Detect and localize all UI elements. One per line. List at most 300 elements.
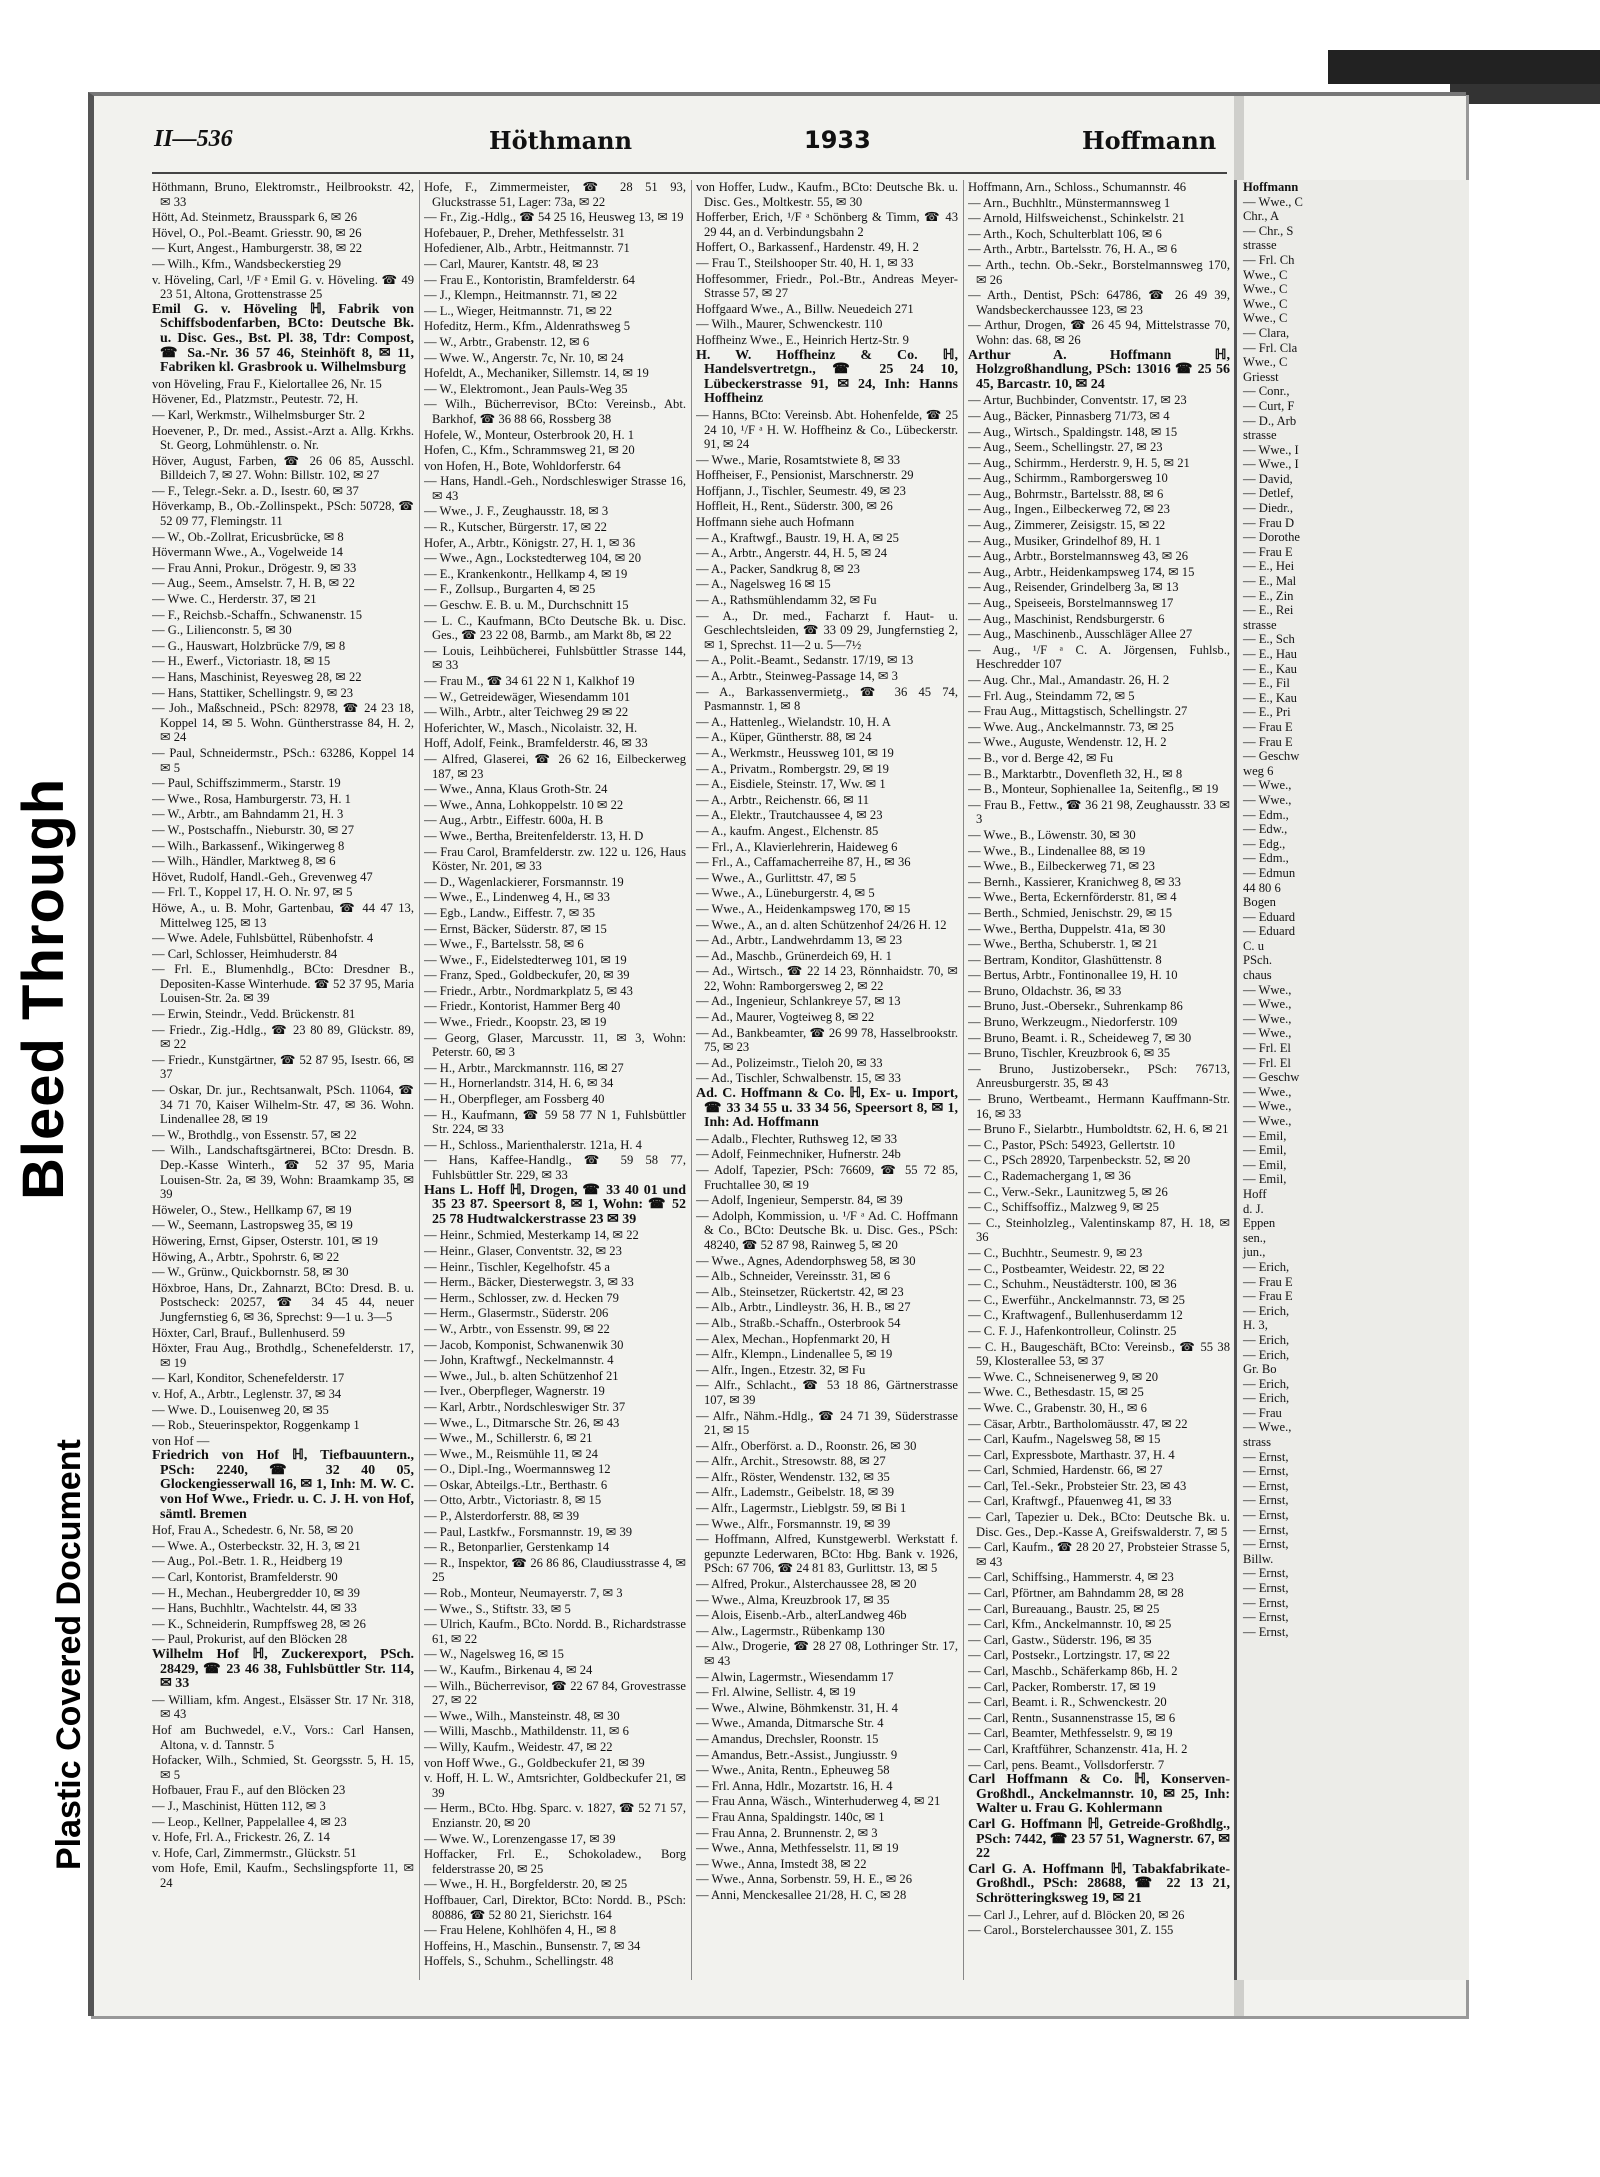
directory-entry: — William, kfm. Angest., Elsässer Str. 17 Nr. 318, ✉ 43 [152, 1692, 414, 1722]
directory-entry: — A., Arbtr., Reichenstr. 66, ✉ 11 [696, 792, 870, 807]
directory-entry: — Aug., Seem., Schellingstr. 27, ✉ 23 [968, 440, 1163, 455]
directory-entry: — Bruno, Oldachstr. 36, ✉ 33 [968, 983, 1122, 998]
directory-entry: — Carl J., Lehrer, auf d. Blöcken 20, ✉ 26 [968, 1907, 1185, 1922]
directory-entry: — C., Kraftwagenf., Bullenhuserdamm 12 [968, 1308, 1183, 1323]
adjacent-page-line: C. u [1243, 938, 1264, 953]
directory-entry: — Oskar, Dr. jur., Rechtsanwalt, PSch. 11064, ☎ 34 71 70, Kaiser Wilhelm-Str. 47, ✉ 36. Wohn. Lindenallee 28, ✉ 19 [152, 1083, 414, 1127]
directory-entry: — Bruno, Just.-Obersekr., Suhrenkamp 86 [968, 999, 1183, 1014]
directory-entry: — Wwe., F., Bartelsstr. 58, ✉ 6 [424, 937, 584, 952]
directory-entry: — Ad., Arbtr., Landwehrdamm 13, ✉ 23 [696, 933, 903, 948]
directory-entry: — C., Schuhm., Neustädterstr. 100, ✉ 36 [968, 1277, 1177, 1292]
adjacent-page-line: — Frl. El [1243, 1055, 1291, 1070]
directory-entry: — Aug., Reisender, Grindelberg 3a, ✉ 13 [968, 580, 1179, 595]
directory-entry: — Wilh., Bücherrevisor, ☎ 22 67 84, Grovestrasse 27, ✉ 22 [424, 1678, 686, 1708]
directory-entry: — Wwe., Agn., Lockstedterweg 104, ✉ 20 [424, 551, 642, 566]
directory-entry: — Erwin, Steindr., Vedd. Brückenstr. 81 [152, 1007, 356, 1022]
adjacent-page-line: — E., Pri [1243, 705, 1291, 720]
directory-page [88, 92, 1466, 2016]
adjacent-page-line: Wwe., C [1243, 267, 1288, 282]
directory-entry: — Wwe., A., Heidenkampsweg 170, ✉ 15 [696, 901, 911, 916]
directory-entry: — Wwe. C., Schneisenerweg 9, ✉ 20 [968, 1369, 1159, 1384]
directory-entry: — C., Steinholzleg., Valentinskamp 87, H. 18, ✉ 36 [968, 1215, 1230, 1245]
directory-entry: — Paul, Lastkfw., Forsmannstr. 19, ✉ 39 [424, 1524, 633, 1539]
adjacent-page-line: — Frau E [1243, 734, 1293, 749]
directory-entry: — Bruno, Tischler, Kreuzbrook 6, ✉ 35 [968, 1046, 1171, 1061]
directory-entry: — Artur, Buchbinder, Conventstr. 17, ✉ 23 [968, 393, 1187, 408]
directory-entry: von Hofen, H., Bote, Wohldorferstr. 64 [424, 458, 621, 473]
directory-entry: — Ad., Tischler, Schwalbenstr. 15, ✉ 33 [696, 1071, 901, 1086]
directory-entry: von Hoff Wwe., G., Goldbeckufer 21, ✉ 39 [424, 1755, 645, 1770]
directory-entry: — Bernh., Kassierer, Kranichweg 8, ✉ 33 [968, 874, 1181, 889]
directory-entry: Hövener, Ed., Platzmstr., Peutestr. 72, H. [152, 392, 359, 407]
directory-entry: Hoffjann, J., Tischler, Seumestr. 49, ✉ 23 [696, 483, 906, 498]
directory-entry: Hoevener, P., Dr. med., Assist.-Arzt a. Allg. Krkhs. St. Georg, Lohmühlenstr. o. Nr. [152, 423, 414, 453]
directory-entry: — Wilh., Arbtr., alter Teichweg 29 ✉ 22 [424, 705, 629, 720]
directory-entry: von Hoffer, Ludw., Kaufm., BCto: Deutsche Bk. u. Disc. Ges., Moltkestr. 55, ✉ 30 [696, 180, 958, 209]
directory-entry: — Wwe., Alma, Kreuzbrook 17, ✉ 35 [696, 1592, 890, 1607]
directory-entry: Hoffels, S., Schuhm., Schellingstr. 48 [424, 1954, 614, 1969]
directory-entry: — Hans, Maschinist, Reyesweg 28, ✉ 22 [152, 670, 362, 684]
directory-entry: Hoffheiser, F., Pensionist, Marschnerstr. 29 [696, 468, 914, 483]
directory-entry: — Wilh., Maurer, Schwenckestr. 110 [696, 317, 883, 332]
directory-entry: — Wwe., Anita, Rentn., Epheuweg 58 [696, 1763, 890, 1778]
directory-entry: Hoffleit, H., Rent., Süderstr. 300, ✉ 26 [696, 499, 893, 514]
directory-entry: — Frau E., Kontoristin, Bramfelderstr. 64 [424, 272, 635, 287]
adjacent-page-line: — Frau E [1243, 719, 1293, 734]
directory-entry: — Carl, Beamt. i. R., Schwenckestr. 20 [968, 1695, 1167, 1710]
directory-entry: — Arn., Buchhltr., Münstermannsweg 1 [968, 195, 1171, 210]
directory-entry: — Arth., Koch, Schulterblatt 106, ✉ 6 [968, 226, 1162, 241]
directory-entry: Hofe, F., Zimmermeister, ☎ 28 51 93, Gluckstrasse 51, Lager: 73a, ✉ 22 [424, 180, 686, 209]
directory-entry: — Alw., Drogerie, ☎ 28 27 08, Lothringer Str. 17, ✉ 43 [696, 1639, 958, 1668]
directory-entry: — Cäsar, Arbtr., Bartholomäusstr. 47, ✉ 22 [968, 1416, 1188, 1431]
directory-entry: — Alfr., Klempn., Lindenallee 5, ✉ 19 [696, 1347, 893, 1362]
directory-entry: — Herm., Bäcker, Diesterwegstr. 3, ✉ 33 [424, 1275, 634, 1290]
directory-entry: — Frau Anna, 2. Brunnenstr. 2, ✉ 3 [696, 1825, 878, 1840]
directory-entry: — A., Packer, Sandkrug 8, ✉ 23 [696, 561, 860, 576]
directory-entry: — Ad., Polizeimstr., Tieloh 20, ✉ 33 [696, 1055, 883, 1070]
directory-entry: — Wwe., Friedr., Koopstr. 23, ✉ 19 [424, 1015, 607, 1030]
directory-entry: — F., Zollsup., Burgarten 4, ✉ 25 [424, 582, 596, 597]
column-divider [963, 180, 964, 1980]
directory-entry: — Wwe. A., Osterbeckstr. 32, H. 3, ✉ 21 [152, 1538, 361, 1553]
directory-entry: — C., Ewerführ., Anckelmannstr. 73, ✉ 25 [968, 1292, 1185, 1307]
adjacent-page-line: PSch. [1243, 953, 1273, 968]
directory-entry: — Bertram, Konditor, Glashüttenstr. 8 [968, 952, 1162, 967]
directory-entry: — Anni, Menckesallee 21/28, H. C, ✉ 28 [696, 1887, 907, 1902]
directory-entry: — K., Schneiderin, Rumpffsweg 28, ✉ 26 [152, 1616, 366, 1631]
directory-entry: — A., Dr. med., Facharzt f. Haut- u. Geschlechtsleiden, ☎ 33 09 29, Jungfernstieg 2, ✉ 1, Sprechst. 11—2 u. 5—7½ [696, 608, 958, 652]
directory-entry: — Wwe., B., Lindenallee 88, ✉ 19 [968, 843, 1146, 858]
directory-entry: — F., Telegr.-Sekr. a. D., Isestr. 60, ✉ 37 [152, 483, 359, 498]
header-year: 1933 [804, 126, 871, 154]
adjacent-page-line: — Edm., [1243, 851, 1289, 866]
page-number: II—536 [154, 126, 233, 152]
directory-entry: — Willy, Kaufm., Weidestr. 47, ✉ 22 [424, 1739, 613, 1754]
directory-entry: — R., Inspektor, ☎ 26 86 86, Claudiusstrasse 4, ✉ 25 [424, 1555, 686, 1585]
directory-entry: — W., Ob.-Zollrat, Ericusbrücke, ✉ 8 [152, 529, 344, 544]
directory-entry: — Alfred, Prokur., Alsterchaussee 28, ✉ 20 [696, 1577, 917, 1592]
adjacent-page-line: Hoff [1243, 1186, 1267, 1201]
directory-entry: — Frl. T., Koppel 17, H. O. Nr. 97, ✉ 5 [152, 885, 353, 900]
directory-entry: Hoffgaard Wwe., A., Billw. Neuedeich 271 [696, 301, 914, 316]
directory-entry: Hövermann Wwe., A., Vogelweide 14 [152, 545, 343, 560]
adjacent-page-line: weg 6 [1243, 763, 1274, 778]
directory-entry: — Frl. Alwine, Sellistr. 4, ✉ 19 [696, 1685, 856, 1700]
directory-entry: Hofele, W., Monteur, Osterbrook 20, H. 1 [424, 427, 635, 442]
directory-entry: — Ad., Ingenieur, Schlankreye 57, ✉ 13 [696, 994, 901, 1009]
directory-entry: — Aug., ¹/F ᵃ C. A. Jörgensen, Fuhlsb., Heschredder 107 [968, 642, 1230, 672]
directory-entry: — Leop., Kellner, Pappelallee 4, ✉ 23 [152, 1814, 347, 1829]
adjacent-page-line: — Diedr., [1243, 501, 1294, 516]
directory-entry: — Frau Anni, Prokur., Drögestr. 9, ✉ 33 [152, 560, 357, 575]
directory-entry: — Wwe., Berta, Eckernförderstr. 81, ✉ 4 [968, 890, 1177, 905]
directory-entry: — W., Kaufm., Birkenau 4, ✉ 24 [424, 1663, 593, 1677]
directory-entry: v. Hofe, Frl. A., Frickestr. 26, Z. 14 [152, 1830, 330, 1845]
adjacent-page-line: Griesst [1243, 369, 1279, 384]
directory-entry: — Aug., Bäcker, Pinnasberg 71/73, ✉ 4 [968, 408, 1170, 423]
directory-entry: — Wwe. Adele, Fuhlsbüttel, Rübenhofstr. 4 [152, 931, 374, 946]
directory-entry: — Alfr., Schlacht., ☎ 53 18 86, Gärtnerstrasse 107, ✉ 39 [696, 1378, 958, 1407]
directory-entry: — Aug., Musiker, Grindelhof 89, H. 1 [968, 533, 1161, 548]
directory-entry: — Wwe., Alfr., Forsmannstr. 19, ✉ 39 [696, 1516, 891, 1531]
directory-entry: — Aug., Maschinist, Rendsburgerstr. 6 [968, 611, 1165, 626]
directory-entry: — Berth., Schmied, Jenischstr. 29, ✉ 15 [968, 905, 1172, 920]
directory-entry: — A., Polit.-Beamt., Sedanstr. 17/19, ✉ 13 [696, 653, 914, 668]
directory-entry: — A., Nagelsweg 16 ✉ 15 [696, 577, 831, 592]
adjacent-page-line: Wwe., C [1243, 355, 1288, 370]
directory-entry: — C., Schiffsoffiz., Malzweg 9, ✉ 25 [968, 1200, 1159, 1215]
directory-entry: — Adolph, Kommission, u. ¹/F ᵃ Ad. C. Hoffmann & Co., BCto: Deutsche Bk. u. Disc. Ges., PSch: 48240, ☎ 52 87 98, Rainweg 5, ✉ 20 [696, 1208, 958, 1252]
adjacent-page-line: — Geschw [1243, 749, 1300, 764]
directory-entry: — Alois, Eisenb.-Arb., alterLandweg 46b [696, 1608, 907, 1623]
directory-entry: — C., Verw.-Sekr., Launitzweg 5, ✉ 26 [968, 1184, 1168, 1199]
directory-entry: Hofer, A., Arbtr., Königstr. 27, H. 1, ✉ 36 [424, 535, 636, 550]
adjacent-page-line: — Wwe., C [1243, 194, 1303, 209]
adjacent-page-line: — Erich, [1243, 1332, 1290, 1347]
directory-entry: Höweler, O., Stew., Hellkamp 67, ✉ 19 [152, 1202, 352, 1217]
directory-entry: Hoffeins, H., Maschin., Bunsenstr. 7, ✉ 34 [424, 1938, 641, 1953]
directory-entry: Hoferichter, W., Masch., Nicolaistr. 32, H. [424, 720, 638, 735]
adjacent-page-line: — E., Kau [1243, 690, 1297, 705]
directory-entry: — H., Mechan., Heubergredder 10, ✉ 39 [152, 1585, 360, 1600]
directory-entry: — Wwe., Agnes, Adendorphsweg 58, ✉ 30 [696, 1253, 916, 1268]
adjacent-page-line: 44 80 6 [1243, 880, 1281, 895]
directory-entry: — Wilh., Händler, Marktweg 8, ✉ 6 [152, 854, 336, 869]
directory-entry: — Karl, Werkmstr., Wilhelmsburger Str. 2 [152, 407, 365, 422]
directory-entry: — C., Buchhtr., Seumestr. 9, ✉ 23 [968, 1245, 1143, 1260]
directory-entry: — Jacob, Komponist, Schwanenwik 30 [424, 1337, 624, 1352]
adjacent-page-line: — Wwe., [1243, 792, 1292, 807]
directory-entry: — Carl, Kontorist, Bramfelderstr. 90 [152, 1570, 338, 1585]
directory-entry: — Heinr., Schmied, Mesterkamp 14, ✉ 22 [424, 1228, 639, 1243]
directory-entry: Höxter, Frau Aug., Brothdlg., Schenefelderstr. 17, ✉ 19 [152, 1341, 414, 1370]
adjacent-page-line: — Detlef, [1243, 486, 1294, 501]
directory-entry: — Carl, Kraftführer, Schanzenstr. 41a, H. 2 [968, 1741, 1188, 1756]
adjacent-page-line: — E., Mal [1243, 574, 1297, 589]
directory-entry: — Wwe., Anna, Sorbenstr. 59, H. E., ✉ 26 [696, 1872, 912, 1887]
directory-entry: — Carl, Rentn., Susannenstrasse 15, ✉ 6 [968, 1710, 1176, 1725]
directory-entry: — Paul, Schneidermstr., PSch.: 63286, Koppel 14 ✉ 5 [152, 745, 414, 775]
adjacent-page-line: Billw. [1243, 1551, 1274, 1566]
directory-entry: — Wilh., Bücherrevisor, BCto: Vereinsb., Abt. Barkhof, ☎ 36 88 66, Rossberg 38 [424, 397, 686, 426]
directory-entry: — Rob., Steuerinspektor, Roggenkamp 1 [152, 1418, 360, 1433]
directory-entry: — W., Postschaffn., Nieburstr. 30, ✉ 27 [152, 822, 355, 837]
directory-entry: — W., Grünw., Quickbornstr. 58, ✉ 30 [152, 1265, 349, 1280]
adjacent-page-line: — Dorothe [1243, 530, 1301, 545]
adjacent-page-line: Hoffmann [1243, 180, 1299, 194]
adjacent-page-line: — D., Arb [1243, 413, 1297, 428]
directory-entry: — Heinr., Glaser, Conventstr. 32, ✉ 23 [424, 1243, 622, 1258]
directory-entry: — Frau Anna, Wäsch., Winterhuderweg 4, ✉ 21 [696, 1794, 941, 1809]
directory-entry: — Ad., Maurer, Vogteiweg 8, ✉ 22 [696, 1010, 875, 1025]
directory-entry: — Carl, pens. Beamt., Vollsdorferstr. 7 [968, 1757, 1165, 1772]
column-4 [968, 180, 1230, 1980]
adjacent-page-line: — Frau E [1243, 1274, 1293, 1289]
directory-entry: — Wwe., Anna, Klaus Groth-Str. 24 [424, 782, 608, 797]
adjacent-page-line: — Edmun [1243, 865, 1296, 880]
column-divider [691, 180, 692, 1980]
directory-entry: — Amandus, Betr.-Assist., Jungiusstr. 9 [696, 1747, 898, 1762]
adjacent-page-line: — Frau [1243, 1405, 1282, 1420]
directory-entry: — B., Monteur, Sophienallee 1a, Seitenflg., ✉ 19 [968, 782, 1219, 797]
directory-entry: — Aug., Arbtr., Borstelmannsweg 43, ✉ 26 [968, 549, 1189, 564]
adjacent-page-line: — Wwe., [1243, 778, 1292, 793]
scan-edge-bar-lower [1450, 84, 1600, 104]
directory-entry: — Frl. Anna, Hdlr., Mozartstr. 16, H. 4 [696, 1778, 893, 1793]
header-last-entry: Hoffmann [1082, 126, 1217, 155]
directory-entry: — Wwe., Anna, Lohkoppelstr. 10 ✉ 22 [424, 797, 624, 812]
directory-entry: v. Hofe, Carl, Zimmermstr., Glückstr. 51 [152, 1845, 357, 1860]
directory-entry: — Oskar, Abteilgs.-Ltr., Berthastr. 6 [424, 1477, 608, 1492]
directory-entry: — Alw., Lagermstr., Rübenkamp 130 [696, 1623, 885, 1638]
adjacent-page-line: — Wwe., [1243, 1026, 1292, 1041]
directory-entry: — Wwe., S., Stiftstr. 33, ✉ 5 [424, 1601, 571, 1616]
adjacent-page-line: — Frl. Ch [1243, 252, 1295, 267]
directory-entry: Hans L. Hoff ℍ, Drogen, ☎ 33 40 01 und 35 23 87. Speersort 8, ✉ 1, Wohn: ☎ 52 25 78 Hudtwalckerstrasse 23 ✉ 39 [424, 1182, 686, 1227]
directory-entry: — C., PSch 28920, Tarpenbeckstr. 52, ✉ 20 [968, 1153, 1191, 1168]
directory-entry: — Carl, Schmied, Hardenstr. 66, ✉ 27 [968, 1463, 1163, 1478]
directory-entry: Höverkamp, B., Ob.-Zollinspekt., PSch: 50728, ☎ 52 09 77, Flemingstr. 11 [152, 499, 414, 529]
directory-entry: — Wwe., A., Lüneburgerstr. 4, ✉ 5 [696, 886, 875, 901]
adjacent-page-line: strasse [1243, 617, 1277, 632]
adjacent-page-line: — Ernst, [1243, 1493, 1289, 1508]
directory-entry: — Wwe., Amanda, Ditmarsche Str. 4 [696, 1716, 884, 1731]
adjacent-page-line: — E., Zin [1243, 588, 1294, 603]
directory-entry: Hoffert, O., Barkassenf., Hardenstr. 49, H. 2 [696, 240, 919, 255]
directory-entry: — F., Reichsb.-Schaffn., Schwanenstr. 15 [152, 607, 363, 622]
directory-entry: — H., Arbtr., Marckmannstr. 116, ✉ 27 [424, 1060, 624, 1075]
directory-entry: — C., Postbeamter, Weidestr. 22, ✉ 22 [968, 1261, 1165, 1276]
directory-entry: Hofediener, Alb., Arbtr., Heitmannstr. 71 [424, 241, 630, 256]
adjacent-page-line: — Emil, [1243, 1128, 1287, 1143]
adjacent-page-line: — Wwe., [1243, 1011, 1292, 1026]
scan-edge-bar [1328, 50, 1600, 84]
directory-entry: — Ad., Bankbeamter, ☎ 26 99 78, Hasselbrookstr. 75, ✉ 23 [696, 1025, 958, 1055]
adjacent-page-line: — Emil, [1243, 1143, 1287, 1158]
adjacent-page-line: Wwe., C [1243, 296, 1288, 311]
directory-entry: Hövet, Rudolf, Handl.-Geh., Grevenweg 47 [152, 869, 373, 884]
directory-entry: Hött, Ad. Steinmetz, Brausspark 6, ✉ 26 [152, 210, 358, 225]
directory-entry: Hofebauer, P., Dreher, Methfesselstr. 31 [424, 225, 625, 240]
directory-entry: — Frau Carol, Bramfelderstr. zw. 122 u. 126, Haus Köster, Nr. 201, ✉ 33 [424, 844, 686, 874]
scan-sidebar [0, 777, 90, 1870]
directory-entry: — Wilh., Barkassenf., Wikingerweg 8 [152, 838, 345, 853]
directory-entry: — H., Ewerf., Victoriastr. 18, ✉ 15 [152, 654, 331, 669]
directory-entry: — Willi, Maschb., Mathildenstr. 11, ✉ 6 [424, 1724, 629, 1739]
directory-entry: Carl Hoffmann & Co. ℍ, Konserven-Großhdl., Anckelmannstr. 10, ✉ 25, Inh: Walter u. Frau G. Kohlermann [968, 1772, 1230, 1817]
directory-entry: — Wwe., Alwine, Böhmkenstr. 31, H. 4 [696, 1700, 898, 1715]
directory-entry: — Wwe., M., Reismühle 11, ✉ 24 [424, 1446, 598, 1461]
directory-entry: — Wwe., A., Gurlittstr. 47, ✉ 5 [696, 870, 857, 885]
directory-entry: — Wwe. D., Louisenweg 20, ✉ 35 [152, 1402, 329, 1417]
adjacent-page-line: — E., Kau [1243, 661, 1297, 676]
directory-entry: — Frau T., Steilshooper Str. 40, H. 1, ✉ 33 [696, 255, 914, 270]
directory-entry: — Wwe., M., Schillerstr. 6, ✉ 21 [424, 1431, 593, 1446]
directory-entry: — Alfred, Glaserei, ☎ 26 62 16, Eilbeckerweg 187, ✉ 23 [424, 751, 686, 781]
directory-entry: — Alfr., Lagermstr., Lieblgstr. 59, ✉ Bi 1 [696, 1501, 907, 1516]
adjacent-page-line: — Wwe., [1243, 982, 1292, 997]
directory-entry: — Carl, Kraftwgf., Pfauenweg 41, ✉ 33 [968, 1494, 1172, 1509]
bleed-through-label: Bleed Through [11, 777, 76, 1200]
directory-entry: — Aug., Ingen., Eilbeckerweg 72, ✉ 23 [968, 502, 1170, 517]
directory-entry: Höwe, A., u. B. Mohr, Gartenbau, ☎ 44 47 13, Mittelweg 125, ✉ 13 [152, 900, 414, 930]
directory-entry: — Adalb., Flechter, Ruthsweg 12, ✉ 33 [696, 1131, 898, 1146]
directory-entry: — Carl, Expressbote, Marthastr. 37, H. 4 [968, 1447, 1175, 1462]
directory-entry: — A., Elektr., Trautchaussee 4, ✉ 23 [696, 808, 883, 823]
adjacent-page-line: — Ernst, [1243, 1464, 1289, 1479]
directory-entry: Höwing, A., Arbtr., Spohrstr. 6, ✉ 22 [152, 1249, 340, 1264]
directory-entry: — Bruno F., Sielarbtr., Humboldtstr. 62, H. 6, ✉ 21 [968, 1122, 1229, 1137]
directory-entry: Arthur A. Hoffmann ℍ, Holzgroßhandlung, PSch: 13016 ☎ 25 56 45, Barcastr. 10, ✉ 24 [968, 347, 1230, 392]
directory-entry: — Carl, Gastw., Süderstr. 196, ✉ 35 [968, 1632, 1152, 1647]
adjacent-page-line: Wwe., C [1243, 282, 1288, 297]
directory-entry: — W., Arbtr., von Essenstr. 99, ✉ 22 [424, 1321, 610, 1336]
adjacent-page-line: — Eduard [1243, 924, 1296, 939]
directory-entry: — Alb., Steinsetzer, Rückertstr. 42, ✉ 23 [696, 1284, 904, 1299]
directory-entry: — Hans, Stattiker, Schellingstr. 9, ✉ 23 [152, 685, 354, 700]
directory-entry: — Carl, Kaufm., Nagelsweg 58, ✉ 15 [968, 1432, 1161, 1447]
directory-entry: — Aug., Maschinenb., Ausschläger Allee 27 [968, 627, 1193, 642]
adjacent-page-line: — Wwe., I [1243, 442, 1299, 457]
adjacent-page-line: — Edw., [1243, 822, 1288, 837]
adjacent-page-line: — E., Sch [1243, 632, 1295, 647]
directory-entry: — Bruno, Beamt. i. R., Scheideweg 7, ✉ 30 [968, 1030, 1192, 1045]
directory-entry: — Alwin, Lagermstr., Wiesendamm 17 [696, 1669, 894, 1684]
column-2 [424, 180, 686, 1980]
directory-entry: Hoffheinz Wwe., E., Heinrich Hertz-Str. 9 [696, 332, 909, 347]
directory-entry: — W., Arbtr., Grabenstr. 12, ✉ 6 [424, 334, 590, 349]
directory-entry: — Adolf, Feinmechniker, Hufnerstr. 24b [696, 1147, 901, 1162]
directory-entry: — Wwe., Anna, Methfesselstr. 11, ✉ 19 [696, 1841, 899, 1856]
directory-entry: — C. H., Baugeschäft, BCto: Vereinsb., ☎ 55 38 59, Klosterallee 53, ✉ 37 [968, 1339, 1230, 1369]
directory-entry: — Hoffmann, Alfred, Kunstgewerbl. Werkstatt f. gepunzte Lederwaren, BCto: Hbg. Bank v. 1926, PSch: 67 706, ☎ 24 81 83, Gurlittstr. 13, ✉ 5 [696, 1532, 958, 1576]
page-header [154, 126, 1217, 156]
directory-entry: Hoffbauer, Carl, Direktor, BCto: Nordd. B., PSch: 80886, ☎ 52 80 21, Sierichstr. 164 [424, 1892, 686, 1922]
directory-entry: Hoffmann siehe auch Hofmann [696, 515, 855, 530]
directory-entry: Höxbroe, Hans, Dr., Zahnarzt, BCto: Dresd. B. u. Postscheck: 20257, ☎ 34 45 44, neuer Jungfernstieg 6, ✉ 36, Sprechst: 9—1 u. 3—5 [152, 1280, 414, 1324]
directory-entry: — Arth., techn. Ob.-Sekr., Borstelmannsweg 170, ✉ 26 [968, 257, 1230, 287]
directory-entry: — B., Marktarbtr., Dovenfleth 32, H., ✉ 8 [968, 766, 1183, 781]
directory-entry: — L. C., Kaufmann, BCto Deutsche Bk. u. Disc. Ges., ☎ 23 22 08, Barmb., am Markt 8b, ✉ 22 [424, 613, 686, 643]
directory-entry: — Hans, Handl.-Geh., Nordschleswiger Strasse 16, ✉ 43 [424, 474, 686, 503]
directory-entry: — Heinr., Tischler, Kegelhofstr. 45 a [424, 1259, 610, 1274]
directory-entry: — Joh., Maßschneid., PSch: 82978, ☎ 24 23 18, Koppel 14, ✉ 5. Wohn. Güntherstrasse 84, H. 2, ✉ 24 [152, 701, 414, 745]
directory-entry: v. Hoff, H. L. W., Amtsrichter, Goldbeckufer 21, ✉ 39 [424, 1771, 686, 1800]
directory-entry: — B., vor d. Berge 42, ✉ Fu [968, 750, 1114, 765]
directory-entry: — Carl, Kfm., Anckelmannstr. 10, ✉ 25 [968, 1617, 1172, 1632]
directory-entry: — Frl., A., Klavierlehrerin, Haideweg 6 [696, 839, 898, 854]
directory-entry: — Wwe., Bertha, Breitenfelderstr. 13, H. D [424, 828, 644, 843]
directory-entry: — Carl, Postsekr., Lortzingstr. 17, ✉ 22 [968, 1648, 1170, 1663]
adjacent-page-line: strass [1243, 1435, 1271, 1450]
adjacent-page-line: Chr., A [1243, 209, 1280, 224]
directory-entry: — G., Lilienconstr. 5, ✉ 30 [152, 623, 292, 638]
directory-entry: — Herm., Schlosser, zw. d. Hecken 79 [424, 1290, 619, 1305]
directory-entry: — Hans, Kaffee-Handlg., ☎ 59 58 77, Fuhlsbüttler Str. 229, ✉ 33 [424, 1153, 686, 1182]
directory-entry: — Alb., Straßb.-Schaffn., Osterbrook 54 [696, 1315, 901, 1330]
directory-entry: — L., Wieger, Heitmannstr. 71, ✉ 22 [424, 303, 613, 318]
directory-entry: von Hof — [152, 1433, 210, 1448]
directory-entry: Carl G. Hoffmann ℍ, Getreide-Großhdlg., PSch: 7442, ☎ 23 57 51, Wagnerstr. 67, ✉ 22 [968, 1816, 1230, 1862]
adjacent-page-line: — E., Fil [1243, 676, 1290, 691]
directory-entry: — Friedr., Kontorist, Hammer Berg 40 [424, 999, 621, 1014]
adjacent-page-line: — Eduard [1243, 909, 1296, 924]
directory-entry: — Ulrich, Kaufm., BCto. Nordd. B., Richardstrasse 61, ✉ 22 [424, 1617, 686, 1646]
directory-entry: — Alfr., Lademstr., Geibelstr. 18, ✉ 39 [696, 1485, 895, 1500]
directory-entry: — Carl, Kaufm., ☎ 28 20 27, Probsteier Strasse 5, ✉ 43 [968, 1540, 1230, 1569]
directory-entry: H. W. Hoffheinz & Co. ℍ, Handelsvertretgn., ☎ 25 24 10, Lübeckerstrasse 91, ✉ 24, Inh: Hanns Hoffheinz [696, 347, 958, 407]
directory-entry: — Otto, Arbtr., Victoriastr. 8, ✉ 15 [424, 1493, 602, 1508]
adjacent-page-line: — Frau E [1243, 544, 1293, 559]
directory-entry: — C., Rademachergang 1, ✉ 36 [968, 1169, 1131, 1183]
directory-entry: Hofbauer, Frau F., auf den Blöcken 23 [152, 1783, 346, 1798]
directory-entry: — Paul, Prokurist, auf den Blöcken 28 [152, 1632, 348, 1647]
directory-entry: — O., Dipl.-Ing., Woermannsweg 12 [424, 1462, 611, 1477]
directory-entry: — A., Hattenleg., Wielandstr. 10, H. A [696, 714, 891, 729]
directory-entry: — Aug., Arbtr., Heidenkampsweg 174, ✉ 15 [968, 564, 1195, 579]
directory-entry: Hof am Buchwedel, e.V., Vors.: Carl Hansen, Altona, v. d. Tannstr. 5 [152, 1722, 414, 1752]
directory-entry: Hoffmann, Arn., Schloss., Schumannstr. 46 [968, 180, 1187, 194]
directory-entry: Friedrich von Hof ℍ, Tiefbauuntern., PSch: 2240, ☎ 32 40 05, Glockengiesserwall 16, ✉ 1, Inh: M. W. C. von Hof Wwe., Friedr. u. C. J. H. von Hof, sämtl. Bremen [152, 1448, 414, 1522]
directory-entry: — Amandus, Drechsler, Roonstr. 15 [696, 1731, 879, 1746]
directory-entry: — Aug., Seem., Amselstr. 7, H. B, ✉ 22 [152, 576, 355, 591]
directory-entry: — H., Kaufmann, ☎ 59 58 77 N 1, Fuhlsbüttler Str. 224, ✉ 33 [424, 1107, 686, 1137]
directory-entry: — Wwe., Auguste, Wendenstr. 12, H. 2 [968, 735, 1167, 750]
directory-entry: von Höveling, Frau F., Kielortallee 26, Nr. 15 [152, 376, 382, 391]
directory-entry: — Aug., Speiseeis, Borstelmannsweg 17 [968, 596, 1174, 611]
column-divider [419, 180, 420, 1980]
adjacent-page-line: — Frau D [1243, 515, 1295, 530]
column-3 [696, 180, 958, 1980]
directory-entry: — Wwe., B., Löwenstr. 30, ✉ 30 [968, 827, 1136, 842]
adjacent-page-line: Eppen [1243, 1216, 1276, 1231]
directory-entry: — W., Nagelsweg 16, ✉ 15 [424, 1647, 564, 1662]
adjacent-page-line: — Erich, [1243, 1259, 1290, 1274]
directory-entry: — Franz, Sped., Goldbeckufer, 20, ✉ 39 [424, 968, 630, 983]
adjacent-page-line: — Wwe., [1243, 1099, 1292, 1114]
adjacent-page-line: — Conr., [1243, 384, 1290, 399]
adjacent-page-line: strasse [1243, 238, 1277, 253]
directory-entry: — Aug., Bohrmstr., Bartelsstr. 88, ✉ 6 [968, 486, 1164, 501]
directory-entry: — P., Alsterdorferstr. 88, ✉ 39 [424, 1509, 580, 1524]
directory-entry: — Wwe. W., Lorenzengasse 17, ✉ 39 [424, 1831, 616, 1846]
directory-entry: — J., Klempn., Heitmannstr. 71, ✉ 22 [424, 288, 618, 303]
adjacent-page-line: — Emil, [1243, 1172, 1287, 1187]
directory-entry: — Georg, Glaser, Marcusstr. 11, ✉ 3, Wohn: Peterstr. 60, ✉ 3 [424, 1030, 686, 1060]
directory-entry: — John, Kraftwgf., Neckelmannstr. 4 [424, 1353, 614, 1368]
directory-entry: — Wwe., L., Ditmarsche Str. 26, ✉ 43 [424, 1415, 620, 1430]
